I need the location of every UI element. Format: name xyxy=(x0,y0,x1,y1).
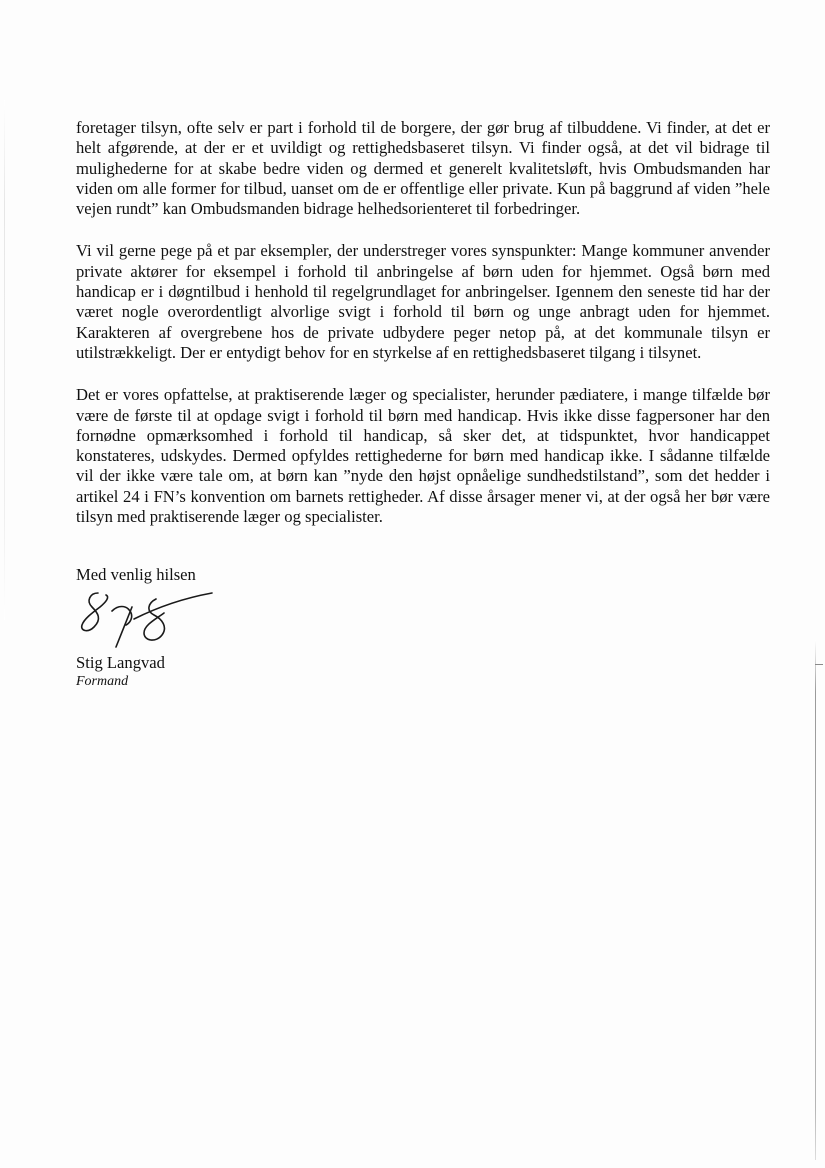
paragraph-1: foretager tilsyn, ofte selv er part i forhold til de borgere, der gør brug af tilbuddene. Vi finder, at det er helt afgørende, at der er et uvildigt og rettighedsbaseret tilsyn. Vi finder også, at det vil bidrage til mulighederne for at skabe bedre viden og dermed et generelt kvalitetsløft, hvis Ombudsmanden har viden om alle former for tilbud, uanset om de er offentlige eller private. Kun på baggrund af viden ”hele vejen rundt” kan Ombudsmanden bidrage helhedsorienteret til forbedringer. xyxy=(76,118,770,219)
closing-salutation: Med venlig hilsen xyxy=(76,565,196,585)
scan-edge-left xyxy=(4,100,5,620)
paragraph-3: Det er vores opfattelse, at praktiserende læger og specialister, herunder pædiatere, i mange tilfælde bør være de første til at opdage svigt i forhold til børn med handicap. Hvis ikke disse fagpersoner har den fornødne opmærksomhed i forhold til handicap, så sker det, at tidspunktet, hvor handicappet konstateres, udskydes. Dermed opfyldes rettighederne for børn med handicap ikke. I sådanne tilfælde vil der ikke være tale om, at børn kan ”nyde den højst opnåelige sundhedstilstand”, som det hedder i artikel 24 i FN’s konvention om barnets rettigheder. Af disse årsager mener vi, at der også her bør være tilsyn med praktiserende læger og specialister. xyxy=(76,385,770,527)
signer-title: Formand xyxy=(76,674,129,690)
signer-name: Stig Langvad xyxy=(76,653,165,673)
scan-edge-right xyxy=(815,640,816,1160)
paragraph-2: Vi vil gerne pege på et par eksempler, der understreger vores synspunkter: Mange kommuner anvender private aktører for eksempel i forhold til anbringelse af børn uden for hjemmet. Også børn med handicap er i døgntilbud i henhold til regelgrundlaget for anbringelser. Igennem den seneste tid har der været nogle overordentligt alvorlige svigt i forhold til børn og unge anbragt uden for hjemmet. Karakteren af overgrebene hos de private udbydere peger netop på, at det kommunale tilsyn er utilstrækkeligt. Der er entydigt behov for en styrkelse af en rettighedsbaseret tilgang i tilsynet. xyxy=(76,241,770,362)
handwritten-signature xyxy=(72,589,222,651)
letter-body xyxy=(76,118,770,691)
scan-edge-mark xyxy=(815,664,823,665)
